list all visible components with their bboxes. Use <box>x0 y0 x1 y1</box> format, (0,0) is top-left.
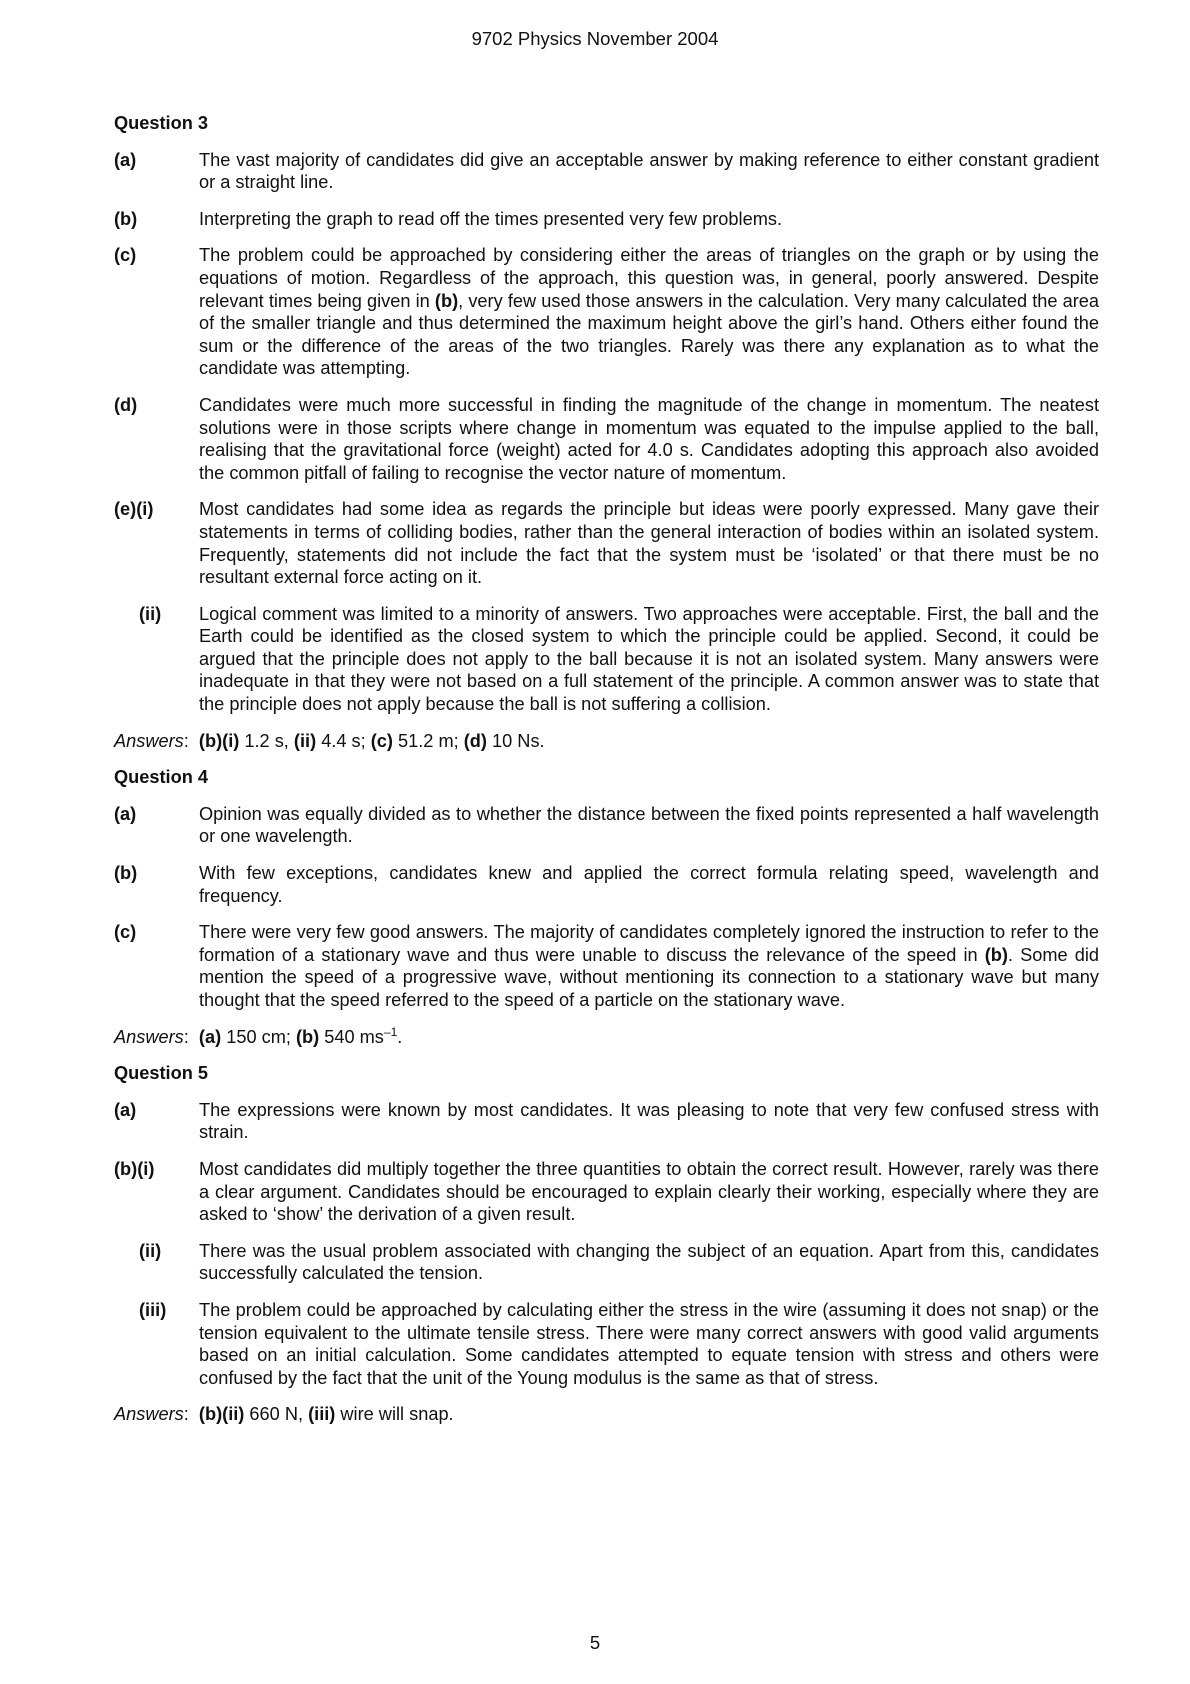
part-text: There was the usual problem associated with changing the subject of an equation. Apart from this, candidates successfully calculated the tension. <box>199 1240 1099 1284</box>
page-header: 9702 Physics November 2004 <box>471 28 719 49</box>
part-text <box>199 244 1099 380</box>
part-text: The vast majority of candidates did give an acceptable answer by making reference to either constant gradient or a straight line. <box>199 149 1099 193</box>
q3-part-c <box>114 244 1099 380</box>
q5-part-b-iii <box>114 1299 1099 1389</box>
part-label: (ii) <box>139 603 162 624</box>
answer-value: 660 N, <box>244 1404 309 1425</box>
q4-part-c <box>114 921 1099 1011</box>
part-label: (ii) <box>139 1240 162 1261</box>
part-label: (a) <box>114 149 137 170</box>
answer-value: 1.2 s, <box>239 730 294 751</box>
part-label: (b)(i) <box>114 1158 155 1179</box>
answer-value: wire will snap. <box>335 1404 454 1425</box>
part-text: The expressions were known by most candidates. It was pleasing to note that very few confused stress with strain. <box>199 1099 1099 1143</box>
q3-part-b <box>114 208 1099 231</box>
answer-value: 51.2 m; <box>392 730 464 751</box>
answer-value: 150 cm; <box>221 1026 296 1047</box>
question-5-heading: Question 5 <box>114 1063 208 1084</box>
text-run: . Some did mention the speed of a progressive wave, without mentioning its connection to a stationary wave but many thought that the speed referred to the speed of a particle on the stationary wave. <box>199 944 1099 1010</box>
answer-part: (a) <box>198 1026 222 1047</box>
q3-part-d <box>114 394 1099 484</box>
q3-part-e-ii <box>114 603 1099 716</box>
answer-value: 540 ms <box>319 1026 384 1047</box>
q4-part-a <box>114 803 1099 848</box>
part-label: (c) <box>114 245 137 266</box>
q4-part-b <box>114 862 1099 907</box>
q3-answers: Answers: (b)(i) 1.2 s, (ii) 4.4 s; (c) 51.2 m; (d) 10 Ns. <box>114 730 545 751</box>
document-body <box>114 112 1099 1440</box>
answers-label: Answers <box>114 730 184 751</box>
part-text: Logical comment was limited to a minority of answers. Two approaches were acceptable. First, the ball and the Earth could be identified as the closed system to which the principle could be applied. Second, it could be argued that the principle does not apply to the ball because it is not an isolated system. Many answers were inadequate in that they were not based on a full statement of the principle. A common answer was to state that the principle does not apply because the ball is not suffering a collision. <box>199 603 1099 715</box>
answer-value: . <box>397 1026 403 1047</box>
answer-part: (iii) <box>308 1404 336 1425</box>
part-text: Most candidates had some idea as regards the principle but ideas were poorly expressed. Many gave their statements in terms of colliding bodies, rather than the general interaction of bodies within an isolated system. Frequently, statements did not include the fact that the system must be ‘isolated’ or that there must be no resultant external force acting on it. <box>199 499 1099 588</box>
part-text: Candidates were much more successful in finding the magnitude of the change in momentum. The neatest solutions were in those scripts where change in momentum was equated to the impulse applied to the ball, realising that the gravitational force (weight) acted for 4.0 s. Candidates adopting this approach also avoided the common pitfall of failing to recognise the vector nature of momentum. <box>199 394 1099 483</box>
unit-superscript: –1 <box>383 1024 398 1039</box>
part-text: Most candidates did multiply together the three quantities to obtain the correct result. However, rarely was there a clear argument. Candidates should be encouraged to explain clearly their working, especially where they are asked to ‘show’ the derivation of a given result. <box>199 1158 1099 1225</box>
part-label: (b) <box>114 208 138 229</box>
text-run: The problem could be approached by considering either the areas of triangles on the graph or by using the equations of motion. Regardless of the approach, this question was, in general, poorly answered. Despite relevant times being given in <box>199 245 1099 311</box>
page-number: 5 <box>589 1632 601 1653</box>
part-label: (d) <box>114 394 138 415</box>
answer-value: 4.4 s; <box>316 730 371 751</box>
q5-part-b-ii <box>114 1240 1099 1285</box>
part-label: (e)(i) <box>114 499 154 520</box>
answer-value: 10 Ns. <box>486 730 545 751</box>
part-text: Opinion was equally divided as to whether the distance between the fixed points represented a half wavelength or one wavelength. <box>199 803 1099 847</box>
part-label: (b) <box>114 863 138 884</box>
part-label: (c) <box>114 922 137 943</box>
text-run: , very few used those answers in the calculation. Very many calculated the area of the smaller triangle and thus determined the maximum height above the girl’s hand. Others either found the sum or the difference of the areas of the two triangles. Rarely was there any explanation as to what the candidate was attempting. <box>199 290 1100 379</box>
q5-answers: Answers: (b)(ii) 660 N, (iii) wire will snap. <box>114 1404 454 1425</box>
answer-part: (b)(i) <box>198 730 240 751</box>
answer-part: (ii) <box>293 730 317 751</box>
part-text: With few exceptions, candidates knew and applied the correct formula relating speed, wavelength and frequency. <box>199 863 1099 906</box>
answers-label: Answers <box>114 1404 184 1425</box>
answer-part: (b) <box>295 1026 320 1047</box>
part-reference: (b) <box>434 290 459 311</box>
q3-part-e-i <box>114 498 1099 588</box>
answer-part: (b)(ii) <box>198 1404 245 1425</box>
part-text: Interpreting the graph to read off the times presented very few problems. <box>199 208 782 229</box>
part-reference: (b) <box>984 944 1008 965</box>
question-4-heading: Question 4 <box>114 767 208 788</box>
part-label: (a) <box>114 803 137 824</box>
part-text <box>199 921 1099 1011</box>
answer-part: (d) <box>463 730 487 751</box>
q5-part-b-i <box>114 1158 1099 1226</box>
answers-label: Answers <box>114 1026 184 1047</box>
q4-answers: Answers: (a) 150 cm; (b) 540 $ms^{-1}$. <box>114 1024 403 1047</box>
part-label: (iii) <box>139 1299 167 1320</box>
q3-part-a <box>114 149 1099 194</box>
answer-part: (c) <box>370 730 393 751</box>
text-run: There were very few good answers. The majority of candidates completely ignored the instruction to refer to the formation of a stationary wave and thus were unable to discuss the relevance of the speed in <box>199 922 1099 965</box>
part-label: (a) <box>114 1099 137 1120</box>
part-text: The problem could be approached by calculating either the stress in the wire (assuming it does not snap) or the tension equivalent to the ultimate tensile stress. There were many correct answers with good valid arguments based on an initial calculation. Some candidates attempted to equate tension with stress and others were confused by the fact that the unit of the Young modulus is the same as that of stress. <box>199 1299 1099 1388</box>
q5-part-a <box>114 1099 1099 1144</box>
question-3-heading: Question 3 <box>114 113 208 133</box>
